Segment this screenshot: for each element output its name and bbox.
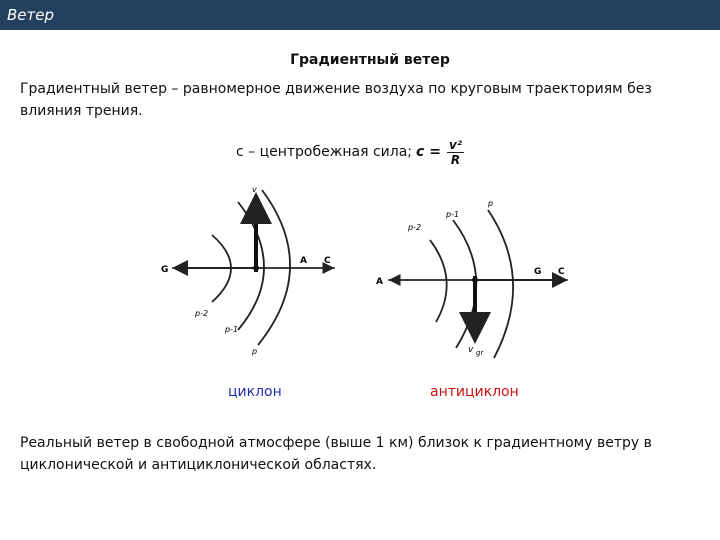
air-particle [253,265,259,271]
label-c: C [558,267,565,277]
slide-title-text: Градиентный ветер [290,52,450,68]
isobar-p1 [453,220,476,348]
formula-variable: c = [416,144,441,160]
intro-paragraph: Градиентный ветер – равномерное движение воздуха по круговым траекториям без влияния трения. [20,81,652,119]
formula-fraction [447,138,464,167]
air-particle [472,277,478,283]
isobar-p1 [238,202,264,330]
label-a: A [300,256,307,266]
label-p: p [252,347,258,356]
label-p2: p-2 [408,223,422,232]
cyclone-caption: циклон [228,384,282,400]
header-title: Ветер [7,6,55,24]
conclusion-paragraph: Реальный ветер в свободной атмосфере (выше 1 км) близок к градиентному ветру в циклонической и антициклонической областях. [20,435,652,473]
label-g: G [161,265,169,275]
formula-denominator: R [450,152,461,167]
isobar-p2 [430,240,447,322]
cyclone-diagram [161,185,335,356]
gradient-wind-diagram [150,180,590,380]
label-a: A [376,277,383,287]
label-v: v [468,345,474,355]
formula-numerator: v² [448,137,463,152]
centrifugal-formula [236,132,464,172]
header-bar [0,0,720,30]
label-p1: p-1 [446,210,460,219]
label-p: p [488,199,494,208]
slide-title [0,52,720,68]
label-v-subscript: gr [476,349,484,357]
formula-text: с – центробежная сила; [236,144,413,160]
label-v: v [252,185,257,194]
isobar-p [488,210,513,358]
label-p2: p-2 [195,309,209,318]
label-g: G [534,267,542,277]
label-p1: p-1 [225,325,239,334]
anticyclone-caption: антициклон [430,384,519,400]
label-c: C [324,256,331,266]
anticyclone-diagram [376,199,568,358]
